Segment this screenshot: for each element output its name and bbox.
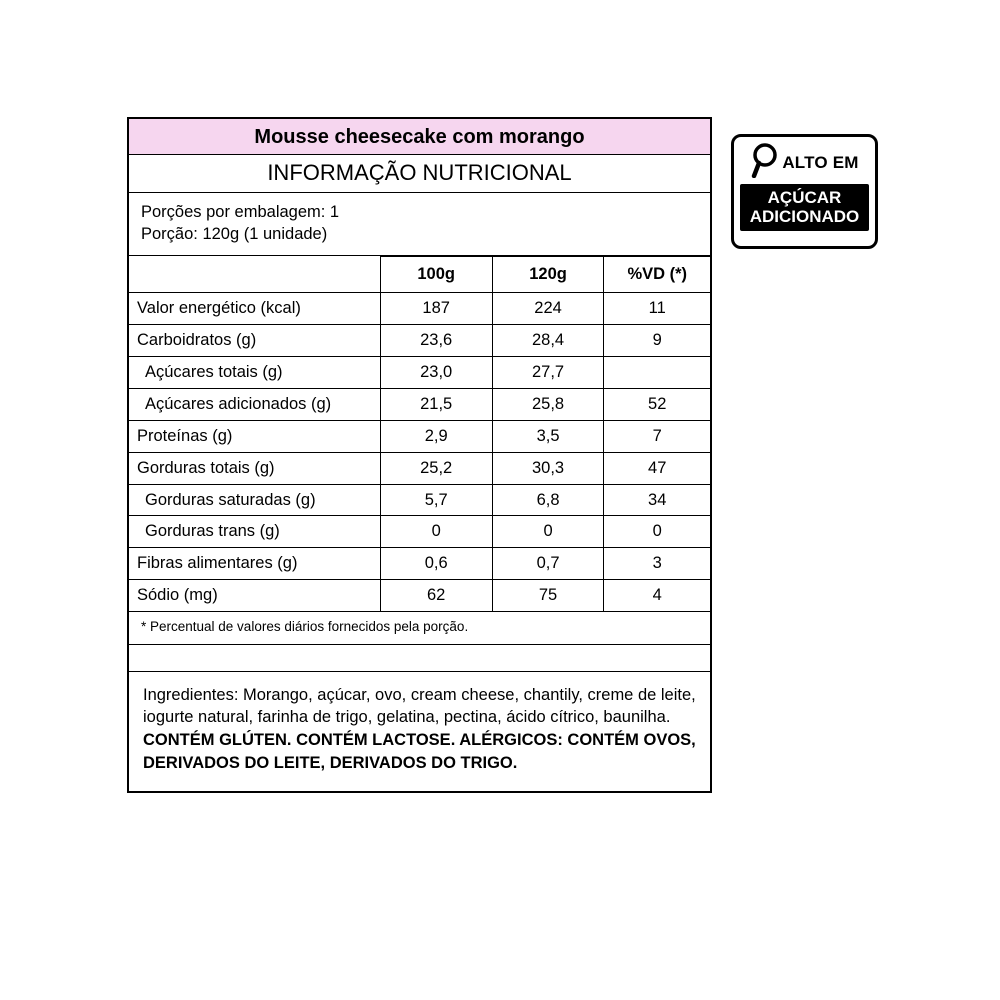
- value-vd: 11: [604, 292, 710, 324]
- seal-warning-bar: [740, 184, 869, 231]
- table-row: [129, 420, 710, 452]
- value-vd: 34: [604, 484, 710, 516]
- panel-heading: INFORMAÇÃO NUTRICIONAL: [129, 155, 710, 193]
- nutrient-name: Gorduras saturadas (g): [129, 484, 380, 516]
- value-vd: 0: [604, 516, 710, 548]
- value-100g: 21,5: [380, 388, 492, 420]
- warning-seal: [731, 134, 878, 249]
- table-header-row: [129, 256, 710, 292]
- servings-per-package: Porções por embalagem: 1: [141, 203, 340, 222]
- value-portion: 28,4: [492, 324, 604, 356]
- spacer-row: [129, 645, 710, 672]
- serving-info: [129, 193, 710, 256]
- table-row: [129, 484, 710, 516]
- table-row: [129, 580, 710, 612]
- value-portion: 27,7: [492, 356, 604, 388]
- seal-line-1: AÇÚCAR: [767, 188, 842, 207]
- allergens-text: CONTÉM GLÚTEN. CONTÉM LACTOSE. ALÉRGICOS: CONTÉM OVOS, DERIVADOS DO LEITE, DERIVADOS DO TRIGO.: [143, 731, 696, 772]
- nutrient-name: Sódio (mg): [129, 580, 380, 612]
- value-portion: 0: [492, 516, 604, 548]
- ingredients-text: Ingredientes: Morango, açúcar, ovo, cream cheese, chantily, creme de leite, iogurte natural, farinha de trigo, gelatina, pectina, ácido cítrico, baunilha.: [143, 685, 696, 727]
- nutrient-name: Fibras alimentares (g): [129, 548, 380, 580]
- table-row: [129, 516, 710, 548]
- value-portion: 3,5: [492, 420, 604, 452]
- ingredients-block: [129, 672, 710, 791]
- product-title: Mousse cheesecake com morango: [129, 119, 710, 155]
- value-100g: 23,0: [380, 356, 492, 388]
- nutrient-name: Gorduras totais (g): [129, 452, 380, 484]
- value-vd: 7: [604, 420, 710, 452]
- table-row: [129, 548, 710, 580]
- seal-top-row: [740, 142, 869, 182]
- magnifier-icon: [750, 142, 780, 183]
- seal-line-2: ADICIONADO: [749, 207, 860, 227]
- value-vd: 3: [604, 548, 710, 580]
- table-row: [129, 452, 710, 484]
- table-row: [129, 324, 710, 356]
- value-portion: 75: [492, 580, 604, 612]
- table-row: [129, 388, 710, 420]
- nutrition-table: [129, 256, 710, 613]
- nutrition-label-panel: [127, 117, 712, 793]
- table-row: [129, 356, 710, 388]
- nutrient-name: Gorduras trans (g): [129, 516, 380, 548]
- serving-size: Porção: 120g (1 unidade): [141, 225, 328, 244]
- column-header-vd: %VD (*): [604, 256, 710, 292]
- value-100g: 23,6: [380, 324, 492, 356]
- value-100g: 62: [380, 580, 492, 612]
- value-portion: 224: [492, 292, 604, 324]
- vd-footnote: * Percentual de valores diários fornecidos pela porção.: [129, 612, 710, 644]
- value-vd: 4: [604, 580, 710, 612]
- value-portion: 6,8: [492, 484, 604, 516]
- nutrient-name: Açúcares adicionados (g): [129, 388, 380, 420]
- column-header-100g: 100g: [380, 256, 492, 292]
- value-vd: [604, 356, 710, 388]
- nutrient-name: Valor energético (kcal): [129, 292, 380, 324]
- value-100g: 187: [380, 292, 492, 324]
- column-header-blank: [129, 256, 380, 292]
- value-100g: 0,6: [380, 548, 492, 580]
- seal-top-label: ALTO EM: [782, 152, 859, 172]
- value-vd: 9: [604, 324, 710, 356]
- value-portion: 30,3: [492, 452, 604, 484]
- column-header-portion: 120g: [492, 256, 604, 292]
- value-100g: 0: [380, 516, 492, 548]
- value-100g: 25,2: [380, 452, 492, 484]
- value-100g: 2,9: [380, 420, 492, 452]
- nutrient-name: Açúcares totais (g): [129, 356, 380, 388]
- nutrition-table-body: [129, 292, 710, 612]
- value-vd: 52: [604, 388, 710, 420]
- table-row: [129, 292, 710, 324]
- value-portion: 0,7: [492, 548, 604, 580]
- nutrient-name: Carboidratos (g): [129, 324, 380, 356]
- value-100g: 5,7: [380, 484, 492, 516]
- value-portion: 25,8: [492, 388, 604, 420]
- nutrient-name: Proteínas (g): [129, 420, 380, 452]
- value-vd: 47: [604, 452, 710, 484]
